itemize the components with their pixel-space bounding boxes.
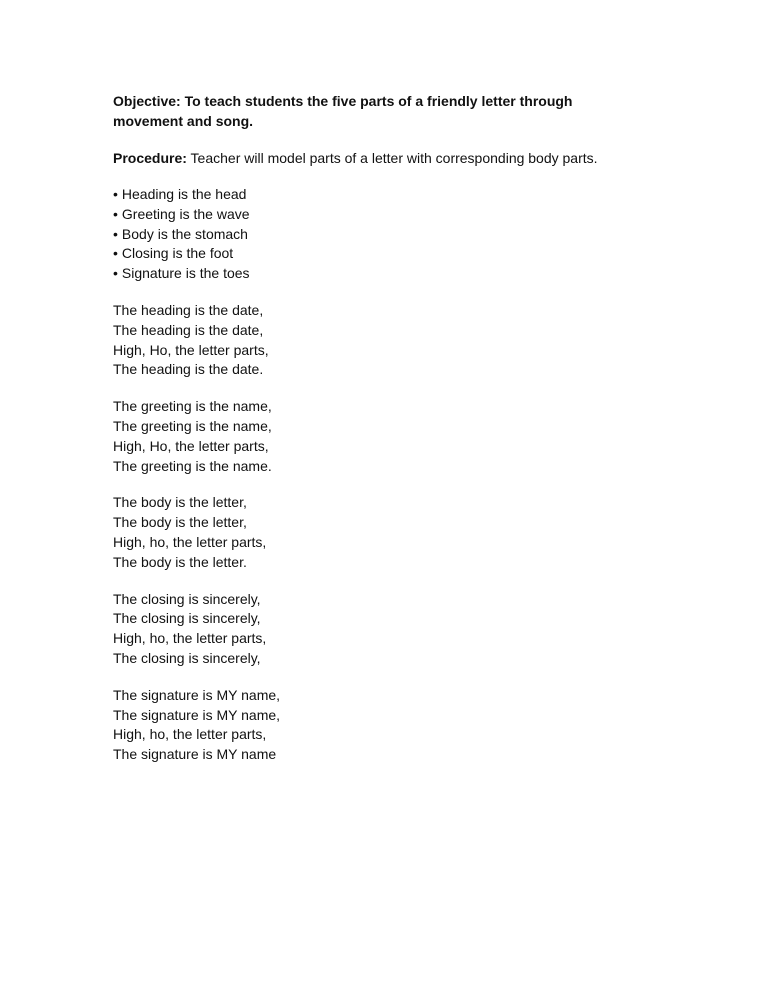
- verse-line: The greeting is the name,: [113, 398, 272, 415]
- verse-line: The closing is sincerely,: [113, 610, 261, 627]
- procedure-paragraph: [113, 148, 708, 168]
- verse-line: The closing is sincerely,: [113, 649, 261, 666]
- song-verse-signature: [113, 686, 708, 765]
- verse-line: The signature is MY name: [113, 746, 277, 763]
- song-verse-body: [113, 493, 708, 572]
- list-item: • Signature is the toes: [113, 264, 708, 284]
- procedure-text: Teacher will model parts of a letter with corresponding body parts.: [186, 150, 598, 166]
- verse-line: The body is the letter,: [113, 514, 247, 531]
- verse-line: The signature is MY name,: [113, 706, 281, 723]
- verse-line: The signature is MY name,: [113, 686, 281, 703]
- verse-line: The body is the letter,: [113, 494, 247, 511]
- list-item: • Closing is the foot: [113, 244, 708, 264]
- verse-line: The greeting is the name,: [113, 417, 272, 434]
- verse-line: High, ho, the letter parts,: [113, 630, 267, 647]
- verse-line: High, Ho, the letter parts,: [113, 341, 269, 358]
- list-item: • Body is the stomach: [113, 225, 708, 245]
- verse-line: The body is the letter.: [113, 553, 247, 570]
- list-item: • Heading is the head: [113, 185, 708, 205]
- body-parts-list: [113, 185, 708, 284]
- song-verse-greeting: [113, 397, 708, 476]
- verse-line: The heading is the date.: [113, 361, 264, 378]
- objective-heading: Objective: To teach students the five parts of a friendly letter through movement and song.: [113, 93, 573, 129]
- list-item: • Greeting is the wave: [113, 205, 708, 225]
- verse-line: The heading is the date,: [113, 321, 264, 338]
- verse-line: The greeting is the name.: [113, 457, 272, 474]
- verse-line: High, ho, the letter parts,: [113, 726, 267, 743]
- verse-line: High, Ho, the letter parts,: [113, 437, 269, 454]
- verse-line: High, ho, the letter parts,: [113, 533, 267, 550]
- procedure-label: Procedure:: [113, 150, 187, 166]
- verse-line: The heading is the date,: [113, 301, 264, 318]
- song-verse-closing: [113, 590, 708, 669]
- verse-line: The closing is sincerely,: [113, 590, 261, 607]
- song-verse-heading: [113, 301, 708, 380]
